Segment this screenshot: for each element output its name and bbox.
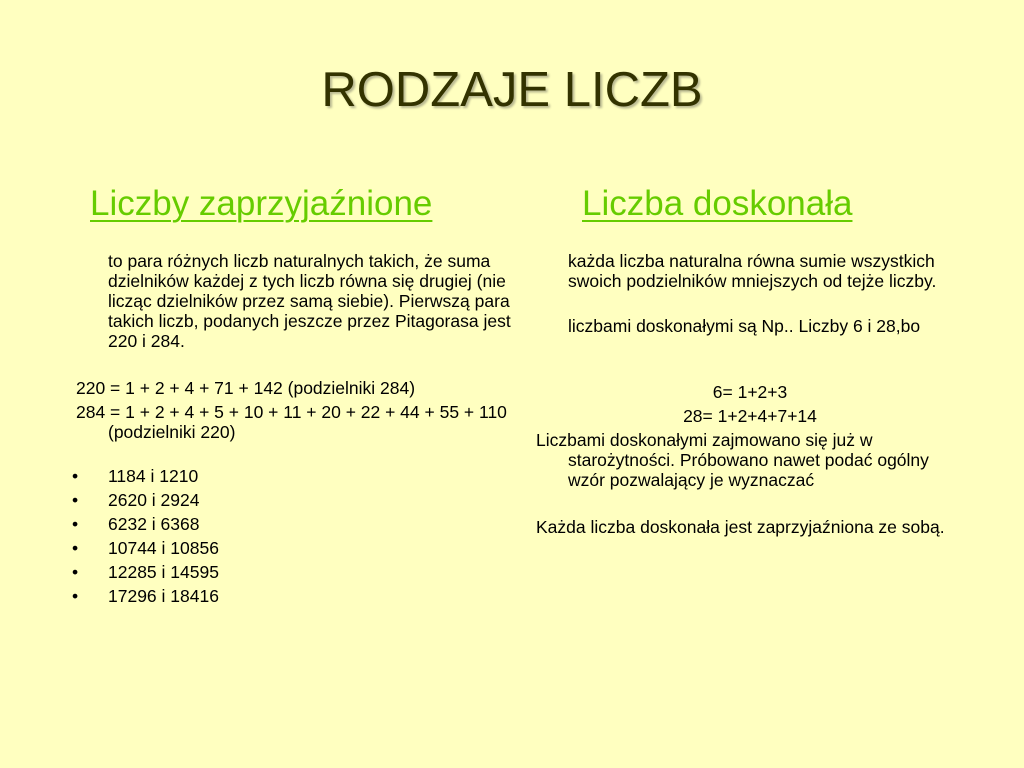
list-item-text: 12285 i 14595 [108,562,219,582]
list-item [72,490,219,514]
perfect-number-definition: każda liczba naturalna równa sumie wszystkich swoich podzielników mniejszych od tejże liczby. [568,251,937,291]
list-item-text: 10744 i 10856 [108,538,219,558]
list-item [72,538,219,562]
perfect-number-history: Liczbami doskonałymi zajmowano się już w starożytności. Próbowano nawet podać ogólny wzór pozwalający je wyznaczać [536,430,929,490]
left-column-heading: Liczby zaprzyjaźnione [90,184,433,223]
list-item-text: 17296 i 18416 [108,586,219,606]
slide-title: RODZAJE LICZB [321,63,703,117]
bullet-icon: • [72,466,79,486]
list-item [72,562,219,586]
perfect-number-note: Każda liczba doskonała jest zaprzyjaźniona ze sobą. [536,517,945,537]
list-item-text: 1184 i 1210 [108,466,199,486]
right-column-heading: Liczba doskonała [582,184,853,223]
list-item-text: 6232 i 6368 [108,514,200,534]
amicable-numbers-description: to para różnych liczb naturalnych takich, że suma dzielników każdej z tych liczb równa się drugiej (nie licząc dzielników przez samą siebie). Pierwszą para takich liczb, podanych jeszcze przez Pitagorasa jest 220 i 284. [108,251,511,351]
formula-28: 28= 1+2+4+7+14 [683,406,817,426]
bullet-icon: • [72,562,79,582]
perfect-number-examples-intro: liczbami doskonałymi są Np.. Liczby 6 i 28,bo [568,316,921,336]
bullet-icon: • [72,490,79,510]
bullet-icon: • [72,586,79,606]
equation-220: 220 = 1 + 2 + 4 + 71 + 142 (podzielniki 284) [76,378,416,398]
amicable-pairs-list [72,466,219,610]
list-item [72,586,219,610]
list-item-text: 2620 i 2924 [108,490,200,510]
equation-284: 284 = 1 + 2 + 4 + 5 + 10 + 11 + 20 + 22 + 44 + 55 + 110 (podzielniki 220) [76,402,507,442]
formula-6: 6= 1+2+3 [712,382,788,402]
bullet-icon: • [72,514,79,534]
bullet-icon: • [72,538,79,558]
list-item [72,466,219,490]
list-item [72,514,219,538]
